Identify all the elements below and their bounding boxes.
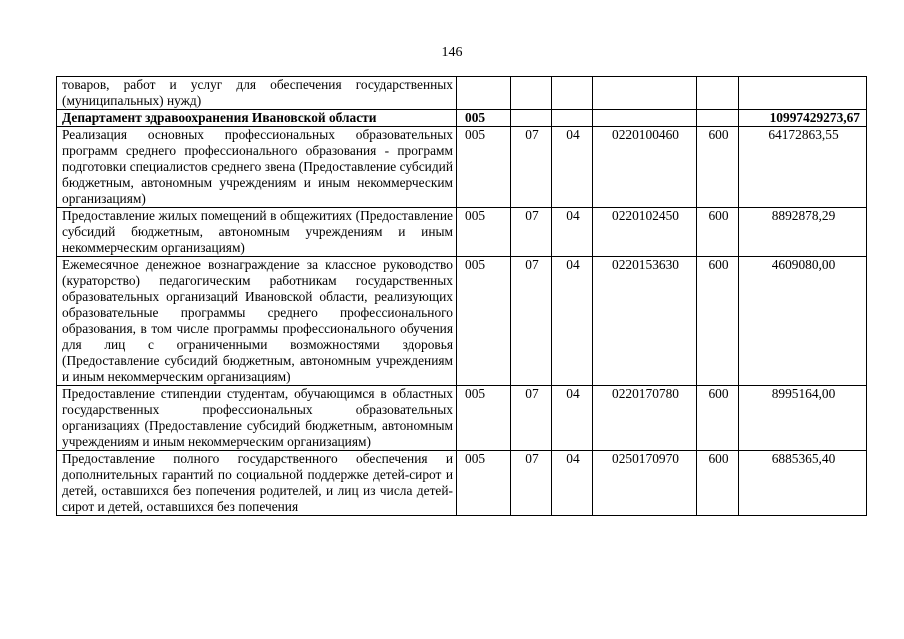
row-section-code — [511, 110, 552, 127]
row-target-article: 0220153630 — [593, 257, 697, 386]
page-number: 146 — [441, 45, 463, 60]
row-description: Реализация основных профессиональных образовательных программ среднего профессионального образования - программ подготовки специалистов среднего звена (Предоставление субсидий бюджетным, автономным учреждениям и иным некоммерческим организациям) — [57, 127, 457, 208]
row-subsection-code: 04 — [552, 257, 593, 386]
row-description: Департамент здравоохранения Ивановской области — [57, 110, 457, 127]
row-amount: 10997429273,67 — [739, 110, 867, 127]
row-section-code: 07 — [511, 127, 552, 208]
row-ministry-code: 005 — [457, 386, 511, 451]
row-section-code: 07 — [511, 451, 552, 516]
row-expense-type: 600 — [697, 257, 739, 386]
budget-table — [56, 76, 867, 516]
row-description: Предоставление жилых помещений в общежитиях (Предоставление субсидий бюджетным, автономным учреждениям и иным некоммерческим организациям) — [57, 208, 457, 257]
table-row — [57, 208, 867, 257]
row-ministry-code: 005 — [457, 127, 511, 208]
row-ministry-code: 005 — [457, 208, 511, 257]
row-subsection-code: 04 — [552, 208, 593, 257]
row-target-article: 0220170780 — [593, 386, 697, 451]
row-description: Ежемесячное денежное вознаграждение за классное руководство (кураторство) педагогическим работникам государственных образовательных организаций Ивановской области, реализующих образовательные программы среднего профессионального образования, в том числе программы профессионального обучения для лиц с ограниченными возможностями здоровья (Предоставление субсидий бюджетным, автономным учреждениям и иным некоммерческим организациям) — [57, 257, 457, 386]
row-amount: 64172863,55 — [739, 127, 867, 208]
row-amount — [739, 77, 867, 110]
row-target-article — [593, 110, 697, 127]
row-description: товаров, работ и услуг для обеспечения государственных (муниципальных) нужд) — [57, 77, 457, 110]
row-ministry-code: 005 — [457, 257, 511, 386]
row-subsection-code — [552, 110, 593, 127]
table-row — [57, 386, 867, 451]
row-target-article: 0250170970 — [593, 451, 697, 516]
row-ministry-code — [457, 77, 511, 110]
row-target-article: 0220102450 — [593, 208, 697, 257]
row-expense-type — [697, 77, 739, 110]
row-target-article: 0220100460 — [593, 127, 697, 208]
table-row — [57, 127, 867, 208]
row-target-article — [593, 77, 697, 110]
table-row — [57, 451, 867, 516]
row-expense-type: 600 — [697, 208, 739, 257]
table-row-department — [57, 110, 867, 127]
row-expense-type: 600 — [697, 386, 739, 451]
row-description: Предоставление полного государственного обеспечения и дополнительных гарантий по социальной поддержке детей-сирот и детей, оставшихся без попечения родителей, и лиц из числа детей-сирот и детей, оставшихся без попечения — [57, 451, 457, 516]
row-expense-type: 600 — [697, 127, 739, 208]
row-section-code: 07 — [511, 208, 552, 257]
row-ministry-code: 005 — [457, 451, 511, 516]
row-amount: 8995164,00 — [739, 386, 867, 451]
row-section-code: 07 — [511, 257, 552, 386]
row-section-code: 07 — [511, 386, 552, 451]
table-row — [57, 77, 867, 110]
table-row — [57, 257, 867, 386]
row-expense-type: 600 — [697, 451, 739, 516]
row-description: Предоставление стипендии студентам, обучающимся в областных государственных профессиональных образовательных организациях (Предоставление субсидий бюджетным, автономным учреждениям и иным некоммерческим организациям) — [57, 386, 457, 451]
row-subsection-code — [552, 77, 593, 110]
row-section-code — [511, 77, 552, 110]
row-subsection-code: 04 — [552, 386, 593, 451]
row-subsection-code: 04 — [552, 127, 593, 208]
row-subsection-code: 04 — [552, 451, 593, 516]
row-ministry-code: 005 — [457, 110, 511, 127]
row-amount: 8892878,29 — [739, 208, 867, 257]
row-expense-type — [697, 110, 739, 127]
row-amount: 6885365,40 — [739, 451, 867, 516]
row-amount: 4609080,00 — [739, 257, 867, 386]
